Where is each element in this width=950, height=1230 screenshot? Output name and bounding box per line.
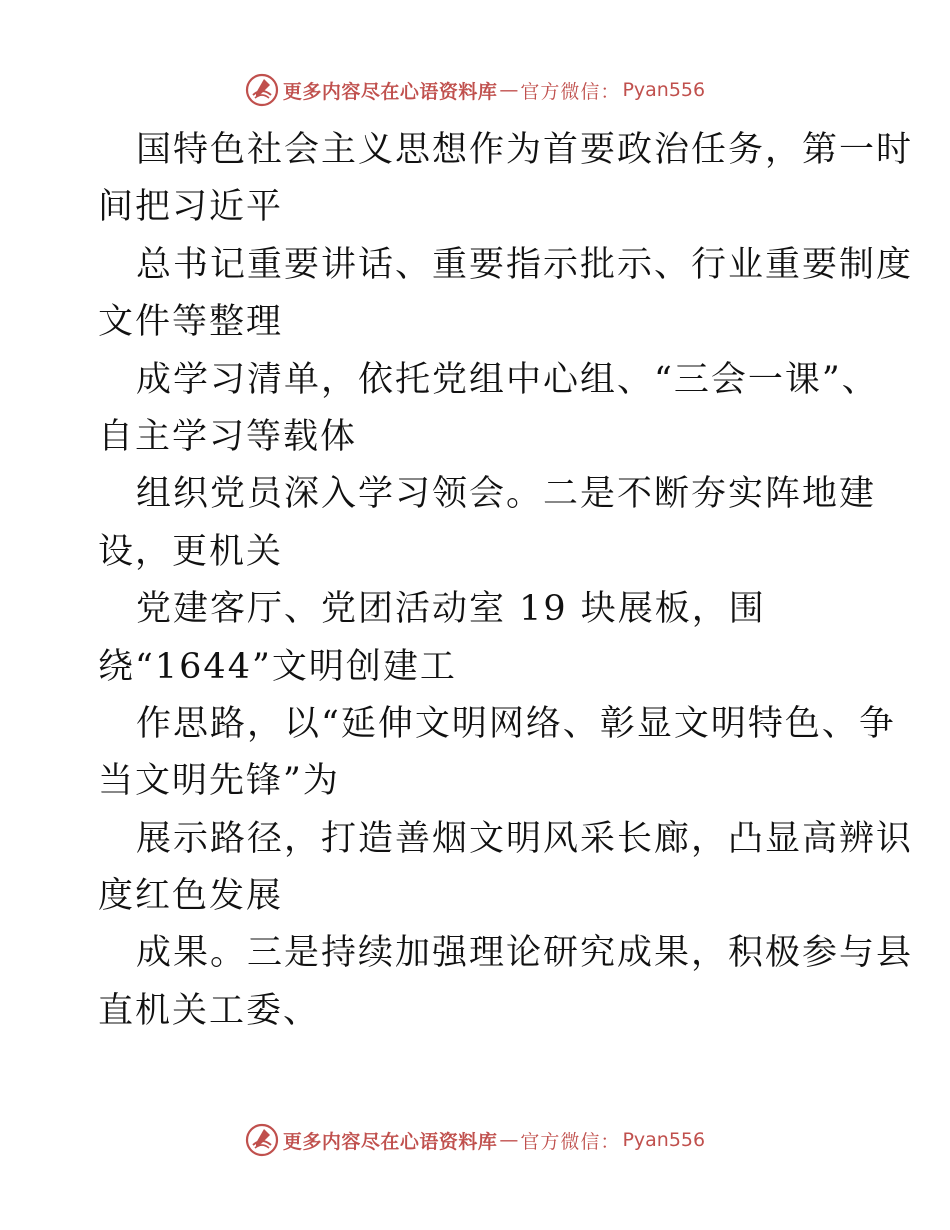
header-watermark (0, 68, 950, 112)
text-line: 设，更机关 (98, 531, 284, 572)
text-line: 党建客厅、党团活动室 19 块展板，围 (136, 589, 766, 630)
text-line: 成果。三是持续加强理论研究成果，积极参与县 (136, 933, 914, 974)
banner-dash: — (499, 1129, 519, 1151)
banner-tagline: 更多内容尽在心语资料库 (282, 80, 498, 103)
text-line: 直机关工委、 (98, 990, 321, 1031)
banner-dash: — (499, 79, 519, 101)
text-line: 当文明先锋”为 (98, 761, 340, 802)
text-line: 间把习近平 (98, 187, 284, 228)
footer-watermark (0, 1118, 950, 1162)
text-line: 文件等整理 (98, 302, 284, 343)
book-pen-logo-icon (245, 1123, 279, 1157)
text-line: 度红色发展 (98, 876, 284, 917)
text-line: 作思路，以“延伸文明网络、彰显文明特色、争 (136, 703, 896, 744)
text-line: 组织党员深入学习领会。二是不断夯实阵地建 (136, 474, 877, 515)
text-line: 绕“1644”文明创建工 (98, 646, 457, 687)
text-line: 自主学习等载体 (98, 416, 358, 457)
text-line: 展示路径，打造善烟文明风采长廊，凸显高辨识 (136, 818, 914, 859)
banner-wechat-id: Pyan556 (622, 79, 706, 101)
banner-tagline: 更多内容尽在心语资料库 (282, 1130, 498, 1153)
text-line: 国特色社会主义思想作为首要政治任务，第一时 (136, 130, 914, 170)
banner-official: 官方微信： (520, 80, 621, 103)
banner-official: 官方微信： (520, 1130, 621, 1153)
text-line: 成学习清单，依托党组中心组、“三会一课”、 (136, 359, 879, 400)
book-pen-logo-icon (245, 73, 279, 107)
body-text (98, 122, 914, 1040)
text-line: 总书记重要讲话、重要指示批示、行业重要制度 (136, 244, 914, 285)
banner-wechat-id: Pyan556 (622, 1129, 706, 1151)
